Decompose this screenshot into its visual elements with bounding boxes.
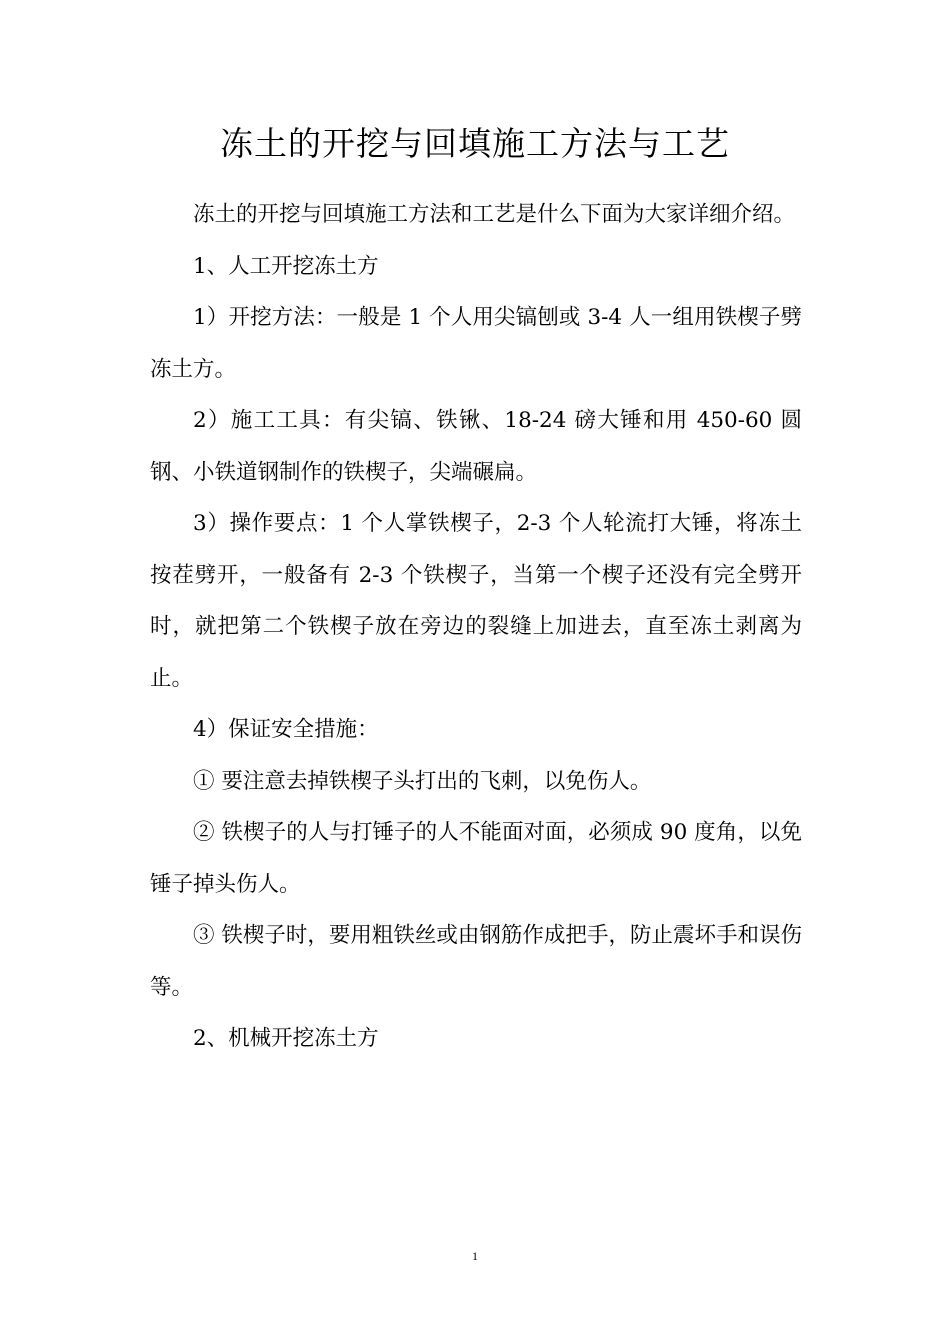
heading-manual-excavation: 1、人工开挖冻土方 <box>193 253 379 279</box>
paragraph-safety-measures: 4）保证安全措施： <box>193 717 379 742</box>
paragraph-safety-item-2: ② 铁楔子的人与打锤子的人不能面对面，必须成 90 度角，以免锤子掉头伤人。 <box>150 820 802 897</box>
paragraph-intro: 冻土的开挖与回填施工方法和工艺是什么下面为大家详细介绍。 <box>193 202 796 227</box>
paragraph-safety-item-3: ③ 铁楔子时，要用粗铁丝或由钢筋作成把手，防止震坏手和误伤等。 <box>150 923 802 1000</box>
paragraph-excavation-method: 1）开挖方法：一般是 1 个人用尖镐刨或 3-4 人一组用铁楔子劈冻土方。 <box>150 305 802 382</box>
document-title: 冻土的开挖与回填施工方法与工艺 <box>220 124 730 163</box>
paragraph-construction-tools: 2）施工工具：有尖镐、铁锹、18-24 磅大锤和用 450-60 圆钢、小铁道钢制作的铁楔子，尖端碾扁。 <box>150 408 802 485</box>
page-number: 1 <box>472 1249 478 1263</box>
document-body <box>150 189 802 1065</box>
paragraph-safety-item-1: ① 要注意去掉铁楔子头打出的飞刺，以免伤人。 <box>193 768 652 794</box>
heading-mechanical-excavation: 2、机械开挖冻土方 <box>193 1026 379 1051</box>
paragraph-operation-points: 3）操作要点：1 个人掌铁楔子，2-3 个人轮流打大锤，将冻土按茬劈开，一般备有 2-3 个铁楔子，当第一个楔子还没有完全劈开时，就把第二个铁楔子放在旁边的裂缝上加进去，直至冻土剥离为止。 <box>150 511 802 691</box>
